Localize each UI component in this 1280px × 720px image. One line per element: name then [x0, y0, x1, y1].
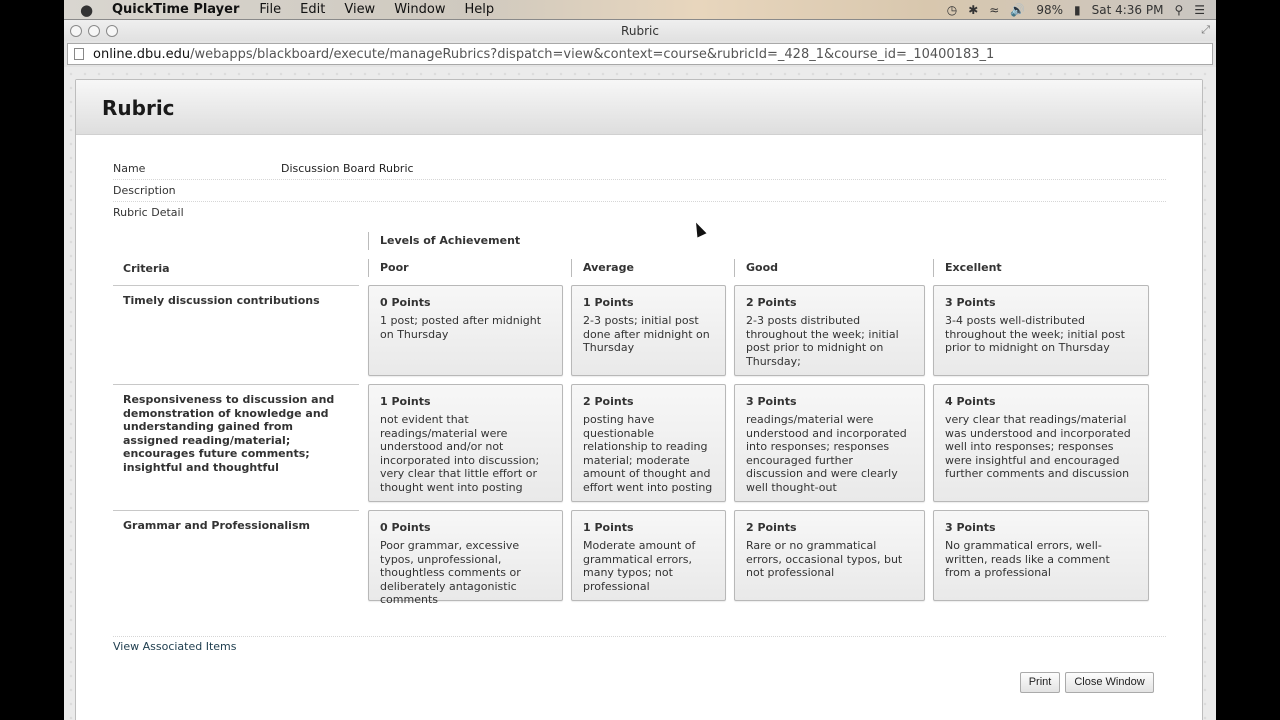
print-button[interactable]: Print: [1020, 672, 1060, 693]
menu-edit[interactable]: Edit: [300, 2, 326, 17]
rubric-cell: [368, 510, 563, 607]
level-header-good: Good: [734, 259, 778, 277]
close-window-button[interactable]: Close Window: [1065, 672, 1154, 693]
criteria-header: Criteria: [123, 262, 170, 275]
cell-points: 0 Points: [380, 521, 431, 534]
criterion-1: Timely discussion contributions: [123, 294, 320, 307]
window-titlebar: [64, 20, 1216, 41]
rubric-cell: [571, 384, 726, 502]
url-host: online.dbu.edu: [93, 46, 191, 62]
cell-points: 3 Points: [945, 296, 996, 309]
row-divider: [113, 384, 359, 385]
level-header-excellent: Excellent: [933, 259, 1002, 277]
rubric-cell: [734, 510, 925, 601]
battery-percent[interactable]: 98%: [1036, 3, 1063, 17]
fullscreen-icon[interactable]: ⤢: [1201, 23, 1210, 36]
menu-help[interactable]: Help: [464, 2, 495, 17]
divider: [113, 636, 1166, 637]
rubric-detail-label: Rubric Detail: [113, 206, 184, 219]
page-background: [64, 67, 1216, 720]
cell-description: 1 post; posted after midnight on Thursday: [380, 314, 542, 341]
rubric-cell: [933, 510, 1149, 601]
rubric-cell: [368, 285, 563, 376]
status-area: [947, 0, 1216, 20]
cell-points: 1 Points: [583, 296, 634, 309]
cell-points: 0 Points: [380, 296, 431, 309]
description-label: Description: [113, 184, 176, 197]
rubric-cell: [933, 285, 1149, 376]
rubric-cell: [734, 285, 925, 376]
name-value: Discussion Board Rubric: [281, 162, 414, 175]
menu-view[interactable]: View: [344, 2, 376, 17]
rubric-cell: [571, 285, 726, 376]
row-divider: [113, 285, 359, 286]
cell-points: 2 Points: [583, 395, 634, 408]
page-title: Rubric: [102, 96, 175, 120]
url-path: /webapps/blackboard/execute/manageRubrics?dispatch=view&context=course&rubricId=_428_1&course_id=_10400183_1: [190, 46, 995, 62]
cell-points: 3 Points: [945, 521, 996, 534]
cell-description: posting have questionable relationship to reading material; moderate amount of thought and effort went into posting: [583, 413, 713, 494]
menu-app-name[interactable]: QuickTime Player: [112, 2, 240, 17]
cell-points: 4 Points: [945, 395, 996, 408]
cell-description: No grammatical errors, well-written, reads like a comment from a professional: [945, 539, 1110, 580]
rubric-cell: [933, 384, 1149, 502]
cell-description: readings/material were understood and incorporated into responses; responses encouraged further discussion and were clearly well thought-out: [746, 413, 907, 494]
levels-of-achievement-header: Levels of Achievement: [368, 232, 520, 250]
cell-description: very clear that readings/material was understood and incorporated well into responses; responses were insightful and encouraged further comments and discussion: [945, 413, 1131, 481]
name-label: Name: [113, 162, 146, 175]
url-field[interactable]: [67, 43, 1213, 65]
notification-center-icon[interactable]: ☰: [1194, 3, 1205, 17]
row-divider: [113, 510, 359, 511]
cell-description: 2-3 posts distributed throughout the week; initial post prior to midnight on Thursday;: [746, 314, 899, 368]
apple-menu-icon[interactable]: ●: [80, 0, 94, 19]
url-bar: [64, 41, 1216, 67]
cell-points: 1 Points: [583, 521, 634, 534]
cell-description: Rare or no grammatical errors, occasional typos, but not professional: [746, 539, 903, 580]
clock[interactable]: Sat 4:36 PM: [1091, 3, 1164, 17]
criterion-2: Responsiveness to discussion and demonstration of knowledge and understanding gained from assigned reading/material; encourages future comments; insightful and thoughtful: [123, 393, 335, 474]
cell-points: 1 Points: [380, 395, 431, 408]
screen: [64, 0, 1216, 720]
cell-points: 2 Points: [746, 296, 797, 309]
level-header-poor: Poor: [368, 259, 409, 277]
battery-icon[interactable]: ▮: [1073, 3, 1081, 17]
cell-description: not evident that readings/material were understood and/or not incorporated into discussion; very clear that little effort or thought went into posting: [380, 413, 540, 494]
field-description: [113, 180, 1166, 202]
cell-points: 2 Points: [746, 521, 797, 534]
spotlight-search-icon[interactable]: ⚲: [1174, 3, 1184, 17]
page-icon: [74, 48, 84, 60]
bluetooth-icon[interactable]: ✱: [968, 3, 979, 17]
volume-icon[interactable]: 🔊: [1010, 3, 1026, 17]
rubric-cell: [571, 510, 726, 601]
level-header-average: Average: [571, 259, 634, 277]
view-associated-items-link[interactable]: View Associated Items: [113, 640, 237, 653]
menu-file[interactable]: File: [259, 2, 282, 17]
cell-description: 2-3 posts; initial post done after midnight on Thursday: [583, 314, 710, 355]
wifi-icon[interactable]: ≈: [989, 3, 1000, 17]
cell-description: 3-4 posts well-distributed throughout the week; initial post prior to midnight on Thursday: [945, 314, 1125, 355]
cell-description: Poor grammar, excessive typos, unprofessional, thoughtless comments or deliberately antagonistic comments: [380, 539, 521, 607]
rubric-panel: [75, 79, 1203, 720]
cell-description: Moderate amount of grammatical errors, many typos; not professional: [583, 539, 696, 593]
menu-window[interactable]: Window: [394, 2, 446, 17]
window-title: Rubric: [621, 23, 659, 38]
field-name: [113, 158, 1166, 180]
rubric-cell: [734, 384, 925, 502]
criterion-3: Grammar and Professionalism: [123, 519, 310, 532]
rubric-cell: [368, 384, 563, 502]
field-rubric-detail: [113, 202, 1166, 224]
panel-header: [76, 80, 1202, 135]
menu-bar: [64, 0, 1216, 20]
cell-points: 3 Points: [746, 395, 797, 408]
time-machine-icon[interactable]: ◷: [946, 3, 958, 17]
